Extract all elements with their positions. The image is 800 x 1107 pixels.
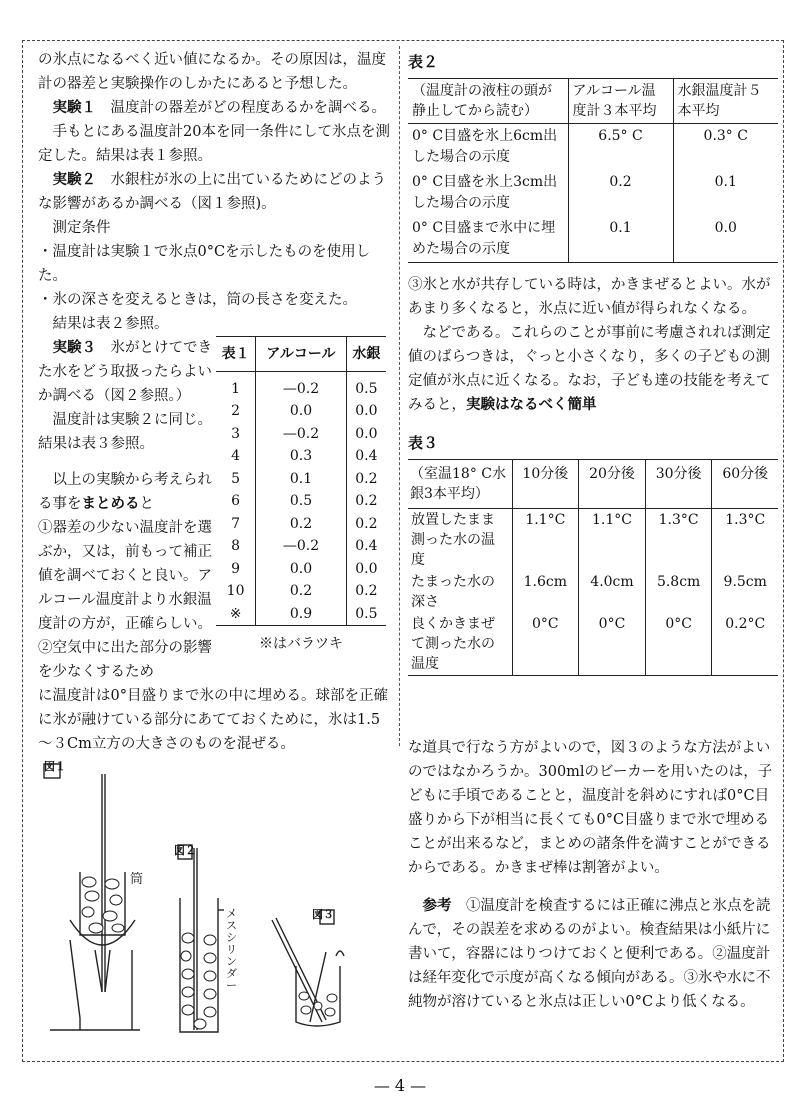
table-3-cell: 5.8cm bbox=[645, 571, 712, 613]
page-number: — 4 — bbox=[373, 1076, 427, 1095]
table-1-row bbox=[216, 535, 386, 558]
method-paragraph: な道具で行なう方がよいので，図３のような方法がよいのではなかろうか。300mlのビーカーを用いたのは，子どもに手頃であることと，温度計を斜めにすれば0°C目盛りから下が相当に長くても0°C目盛りまで氷で埋めることが出来るなど，まとめの諸条件を満すことができるからである。かきまぜ棒は割箸がよい。 bbox=[408, 740, 773, 876]
table-1-cell: 7 bbox=[231, 515, 241, 532]
table-1-cell: 0.0 bbox=[256, 400, 347, 423]
reference-label: 参考 bbox=[422, 897, 452, 914]
table-2-header-mercury: 水銀温度計５本平均 bbox=[673, 79, 778, 124]
table-1-cell: 0.3 bbox=[256, 445, 347, 468]
figure-2-note: メスシリンダー bbox=[226, 907, 237, 992]
reference-body: ①温度計を検査するには正確に沸点と氷点を読んで，その誤差を求めるのがよい。検査結果は小紙片に書いて，容器にはりつけておくと便利である。②温度計は経年変化で示度が高くなる傾向がある。③氷や水に不純物が溶けていると氷点は正しい0°Cより低くなる。 bbox=[408, 898, 771, 1010]
table-1-row bbox=[216, 513, 386, 536]
table-1-cell: 9 bbox=[231, 560, 241, 577]
table-1-cell: —0.2 bbox=[256, 535, 347, 558]
figures-area bbox=[40, 760, 395, 1050]
table-3-row bbox=[408, 571, 778, 613]
table-1 bbox=[216, 336, 386, 656]
experiment-3-label: 実験３ bbox=[52, 339, 96, 356]
summary-point-2a: ②空気中に出た部分の影響を少なくするため bbox=[38, 640, 212, 680]
table-1-body bbox=[216, 372, 386, 626]
experiment-2-label: 実験２ bbox=[52, 171, 96, 188]
table-1-cell: 0.0 bbox=[346, 400, 386, 423]
table-1-cell: 0.2 bbox=[256, 513, 347, 536]
experiment-3-heading bbox=[38, 336, 214, 408]
table-2-cell: 0.1 bbox=[673, 170, 778, 216]
figures-illustration bbox=[40, 760, 395, 1050]
table-2-row bbox=[408, 124, 778, 171]
conditions-result: 結果は表２参照。 bbox=[52, 316, 169, 332]
table-1-row bbox=[216, 423, 386, 446]
table-1-row bbox=[216, 445, 386, 468]
table-1-cell: 4 bbox=[231, 448, 241, 465]
experiment-1-body: 手もとにある温度計20本を同一条件にして氷点を測定した。結果は表１参照。 bbox=[38, 124, 390, 164]
table-1-row bbox=[216, 580, 386, 603]
table-1-header-title: 表１ bbox=[216, 337, 256, 372]
table-1-cell: 0.0 bbox=[346, 423, 386, 446]
conditions-label: 測定条件 bbox=[52, 220, 111, 236]
table-1-cell: 1 bbox=[231, 381, 241, 397]
table-2-row bbox=[408, 216, 778, 263]
table-1-cell: 6 bbox=[231, 493, 241, 510]
table-3-header-30min: 30分後 bbox=[645, 460, 712, 509]
table-2-cell: 0.3° C bbox=[673, 124, 778, 171]
table-2-header-alcohol: アルコール温度計３本平均 bbox=[568, 79, 673, 124]
reference-paragraph bbox=[408, 894, 778, 1014]
table-3-cell: たまった水の深さ bbox=[411, 574, 495, 610]
table-3-body bbox=[408, 509, 778, 676]
table-1-cell: 0.9 bbox=[256, 603, 347, 626]
summary-point-2b: に温度計は0°目盛りまで氷の中に埋める。球部を正確に氷が融けている部分にあてておくために，氷は1.5～３Cm立方の大きさのものを混ぜる。 bbox=[38, 688, 388, 752]
figure-1-ice bbox=[82, 877, 124, 933]
table-1-cell: —0.2 bbox=[256, 423, 347, 446]
table-1-row bbox=[216, 372, 386, 401]
table-1-cell: ※ bbox=[216, 603, 256, 626]
figure-2-ice bbox=[181, 933, 216, 1029]
table-1-row bbox=[216, 490, 386, 513]
table-2-cell: 0.2 bbox=[568, 170, 673, 216]
figure-1-note: 筒 bbox=[130, 872, 144, 887]
table-3-cell: 9.5cm bbox=[712, 571, 778, 613]
table-2-cell: 0.0 bbox=[673, 216, 778, 263]
conclusion-text: などである。これらのことが事前に考慮されれば測定値のばらつきは，ぐっと小さくなり，多くの子どもの測定値が氷点に近くなる。なお，子ども達の技能を考えてみると， bbox=[408, 325, 771, 413]
table-1-cell: 0.1 bbox=[256, 468, 347, 491]
table-3-cell: 1.1°C bbox=[512, 509, 579, 572]
summary-text-a: 以上の実験から考えられる事を bbox=[38, 472, 212, 512]
experiment-1-title: 温度計の器差がどの程度あるかを調べる。 bbox=[110, 100, 386, 116]
experiment-2-title: 水銀柱が氷の上に出ているためにどのような影響があるか調べる（図１参照)。 bbox=[38, 172, 386, 212]
table-1-cell: 0.2 bbox=[346, 580, 386, 603]
summary-text-b: まとめる bbox=[81, 495, 140, 512]
table-1-row bbox=[216, 558, 386, 581]
table-1-note: ※はバラツキ bbox=[259, 635, 343, 652]
table-1-cell: 8 bbox=[231, 538, 241, 555]
table-1-header-mercury: 水銀 bbox=[346, 337, 386, 372]
table-3 bbox=[408, 459, 778, 676]
table-2-header-condition: （温度計の液柱の頭が静止してから読む） bbox=[408, 79, 568, 124]
table-1-cell: 0.0 bbox=[256, 558, 347, 581]
spacer bbox=[38, 456, 214, 468]
summary-point-3: ③氷と水が共存している時は，かきまぜるとよい。水があまり多くなると，氷点に近い値が得られなくなる。 bbox=[408, 277, 771, 317]
conclusion-paragraph bbox=[408, 321, 778, 417]
condition-2: ・氷の深さを変えるときは，筒の長さを変えた。 bbox=[38, 292, 357, 308]
table-2-title: 表２ bbox=[408, 53, 439, 71]
table-1-row bbox=[216, 468, 386, 491]
intro-paragraph: の氷点になるべく近い値になるか。その原因は，温度計の器差と実験操作のしかたにあると予想した。 bbox=[38, 52, 386, 92]
table-3-row bbox=[408, 613, 778, 676]
table-3-cell: 0°C bbox=[579, 613, 646, 676]
table-2-body bbox=[408, 124, 778, 263]
table-3-header-60min: 60分後 bbox=[712, 460, 778, 509]
table-1-row bbox=[216, 400, 386, 423]
table-1-cell: 0.2 bbox=[256, 580, 347, 603]
table-1-row bbox=[216, 603, 386, 626]
table-1-cell: 0.5 bbox=[256, 490, 347, 513]
table-3-cell: 1.3°C bbox=[712, 509, 778, 572]
column-divider bbox=[399, 46, 400, 746]
table-3-header-condition: （室温18° C水銀3本平均） bbox=[408, 460, 512, 509]
table-1-cell: 0.4 bbox=[346, 535, 386, 558]
table-1-cell: 0.0 bbox=[346, 558, 386, 581]
summary-point-1: ①器差の少ない温度計を選ぶか，又は，前もって補正値を調べておくと良い。アルコール温度計より水銀温度計の方が，正確らしい。 bbox=[38, 520, 212, 632]
experiment-2-heading bbox=[38, 168, 390, 216]
experiment-3-title: 氷がとけてできた水をどう取扱ったらよいか調べる（図２参照。） bbox=[38, 340, 212, 404]
summary-intro bbox=[38, 468, 214, 516]
table-2-cell: 0° C目盛を氷上3cm出した場合の示度 bbox=[412, 174, 558, 211]
right-lower-text bbox=[408, 736, 778, 1014]
table-3-header-20min: 20分後 bbox=[579, 460, 646, 509]
table-1-cell: 5 bbox=[231, 470, 241, 487]
table-1-cell: 2 bbox=[231, 403, 241, 420]
table-1-cell: 0.5 bbox=[346, 603, 386, 626]
table-1-grid bbox=[216, 336, 386, 626]
table-3-row bbox=[408, 509, 778, 572]
right-column bbox=[408, 48, 778, 676]
table-1-cell: 0.2 bbox=[346, 513, 386, 536]
table-2-row bbox=[408, 170, 778, 216]
table-3-cell: 0°C bbox=[645, 613, 712, 676]
narrow-text-block bbox=[38, 336, 214, 684]
table-1-cell: 0.4 bbox=[346, 445, 386, 468]
table-2 bbox=[408, 78, 778, 263]
table-3-cell: 1.6cm bbox=[512, 571, 579, 613]
experiment-1-heading bbox=[38, 96, 390, 120]
table-3-cell: 良くかきまぜて測った水の温度 bbox=[408, 613, 512, 676]
table-2-cell: 0° C目盛まで氷中に埋めた場合の示度 bbox=[408, 216, 568, 263]
table-1-cell: 0.2 bbox=[346, 468, 386, 491]
table-2-cell: 0° C目盛を氷上6cm出した場合の示度 bbox=[412, 128, 558, 165]
table-3-title: 表３ bbox=[408, 434, 439, 452]
table-1-cell: 0.2 bbox=[346, 490, 386, 513]
table-3-cell: 4.0cm bbox=[579, 571, 646, 613]
table-3-header-10min: 10分後 bbox=[512, 460, 579, 509]
conclusion-emphasis: 実験はなるべく簡単 bbox=[466, 396, 597, 413]
figure-3-label: 図３ bbox=[312, 908, 334, 921]
table-2-cell: 6.5° C bbox=[568, 124, 673, 171]
table-1-cell: 3 bbox=[231, 425, 241, 442]
table-3-cell: 1.3°C bbox=[645, 509, 712, 572]
table-3-cell: 0°C bbox=[512, 613, 579, 676]
experiment-1-label: 実験１ bbox=[52, 99, 96, 116]
table-3-cell: 放置したまま測った水の温度 bbox=[411, 512, 495, 568]
table-1-cell: —0.2 bbox=[256, 372, 347, 401]
table-2-cell: 0.1 bbox=[568, 216, 673, 263]
table-3-cell: 1.1°C bbox=[579, 509, 646, 572]
table-1-header-alcohol: アルコール bbox=[256, 337, 347, 372]
figure-1-label: 図１ bbox=[44, 760, 66, 773]
table-1-cell: 10 bbox=[226, 583, 245, 600]
figure-2-label: 図２ bbox=[174, 844, 196, 857]
experiment-3-body: 温度計は実験２に同じ。結果は表３参照。 bbox=[38, 412, 212, 452]
table-3-cell: 0.2°C bbox=[712, 613, 778, 676]
summary-text-c: と bbox=[139, 496, 154, 512]
condition-1: ・温度計は実験１で氷点0°Cを示したものを使用した。 bbox=[38, 244, 371, 284]
table-1-cell: 0.5 bbox=[346, 372, 386, 401]
